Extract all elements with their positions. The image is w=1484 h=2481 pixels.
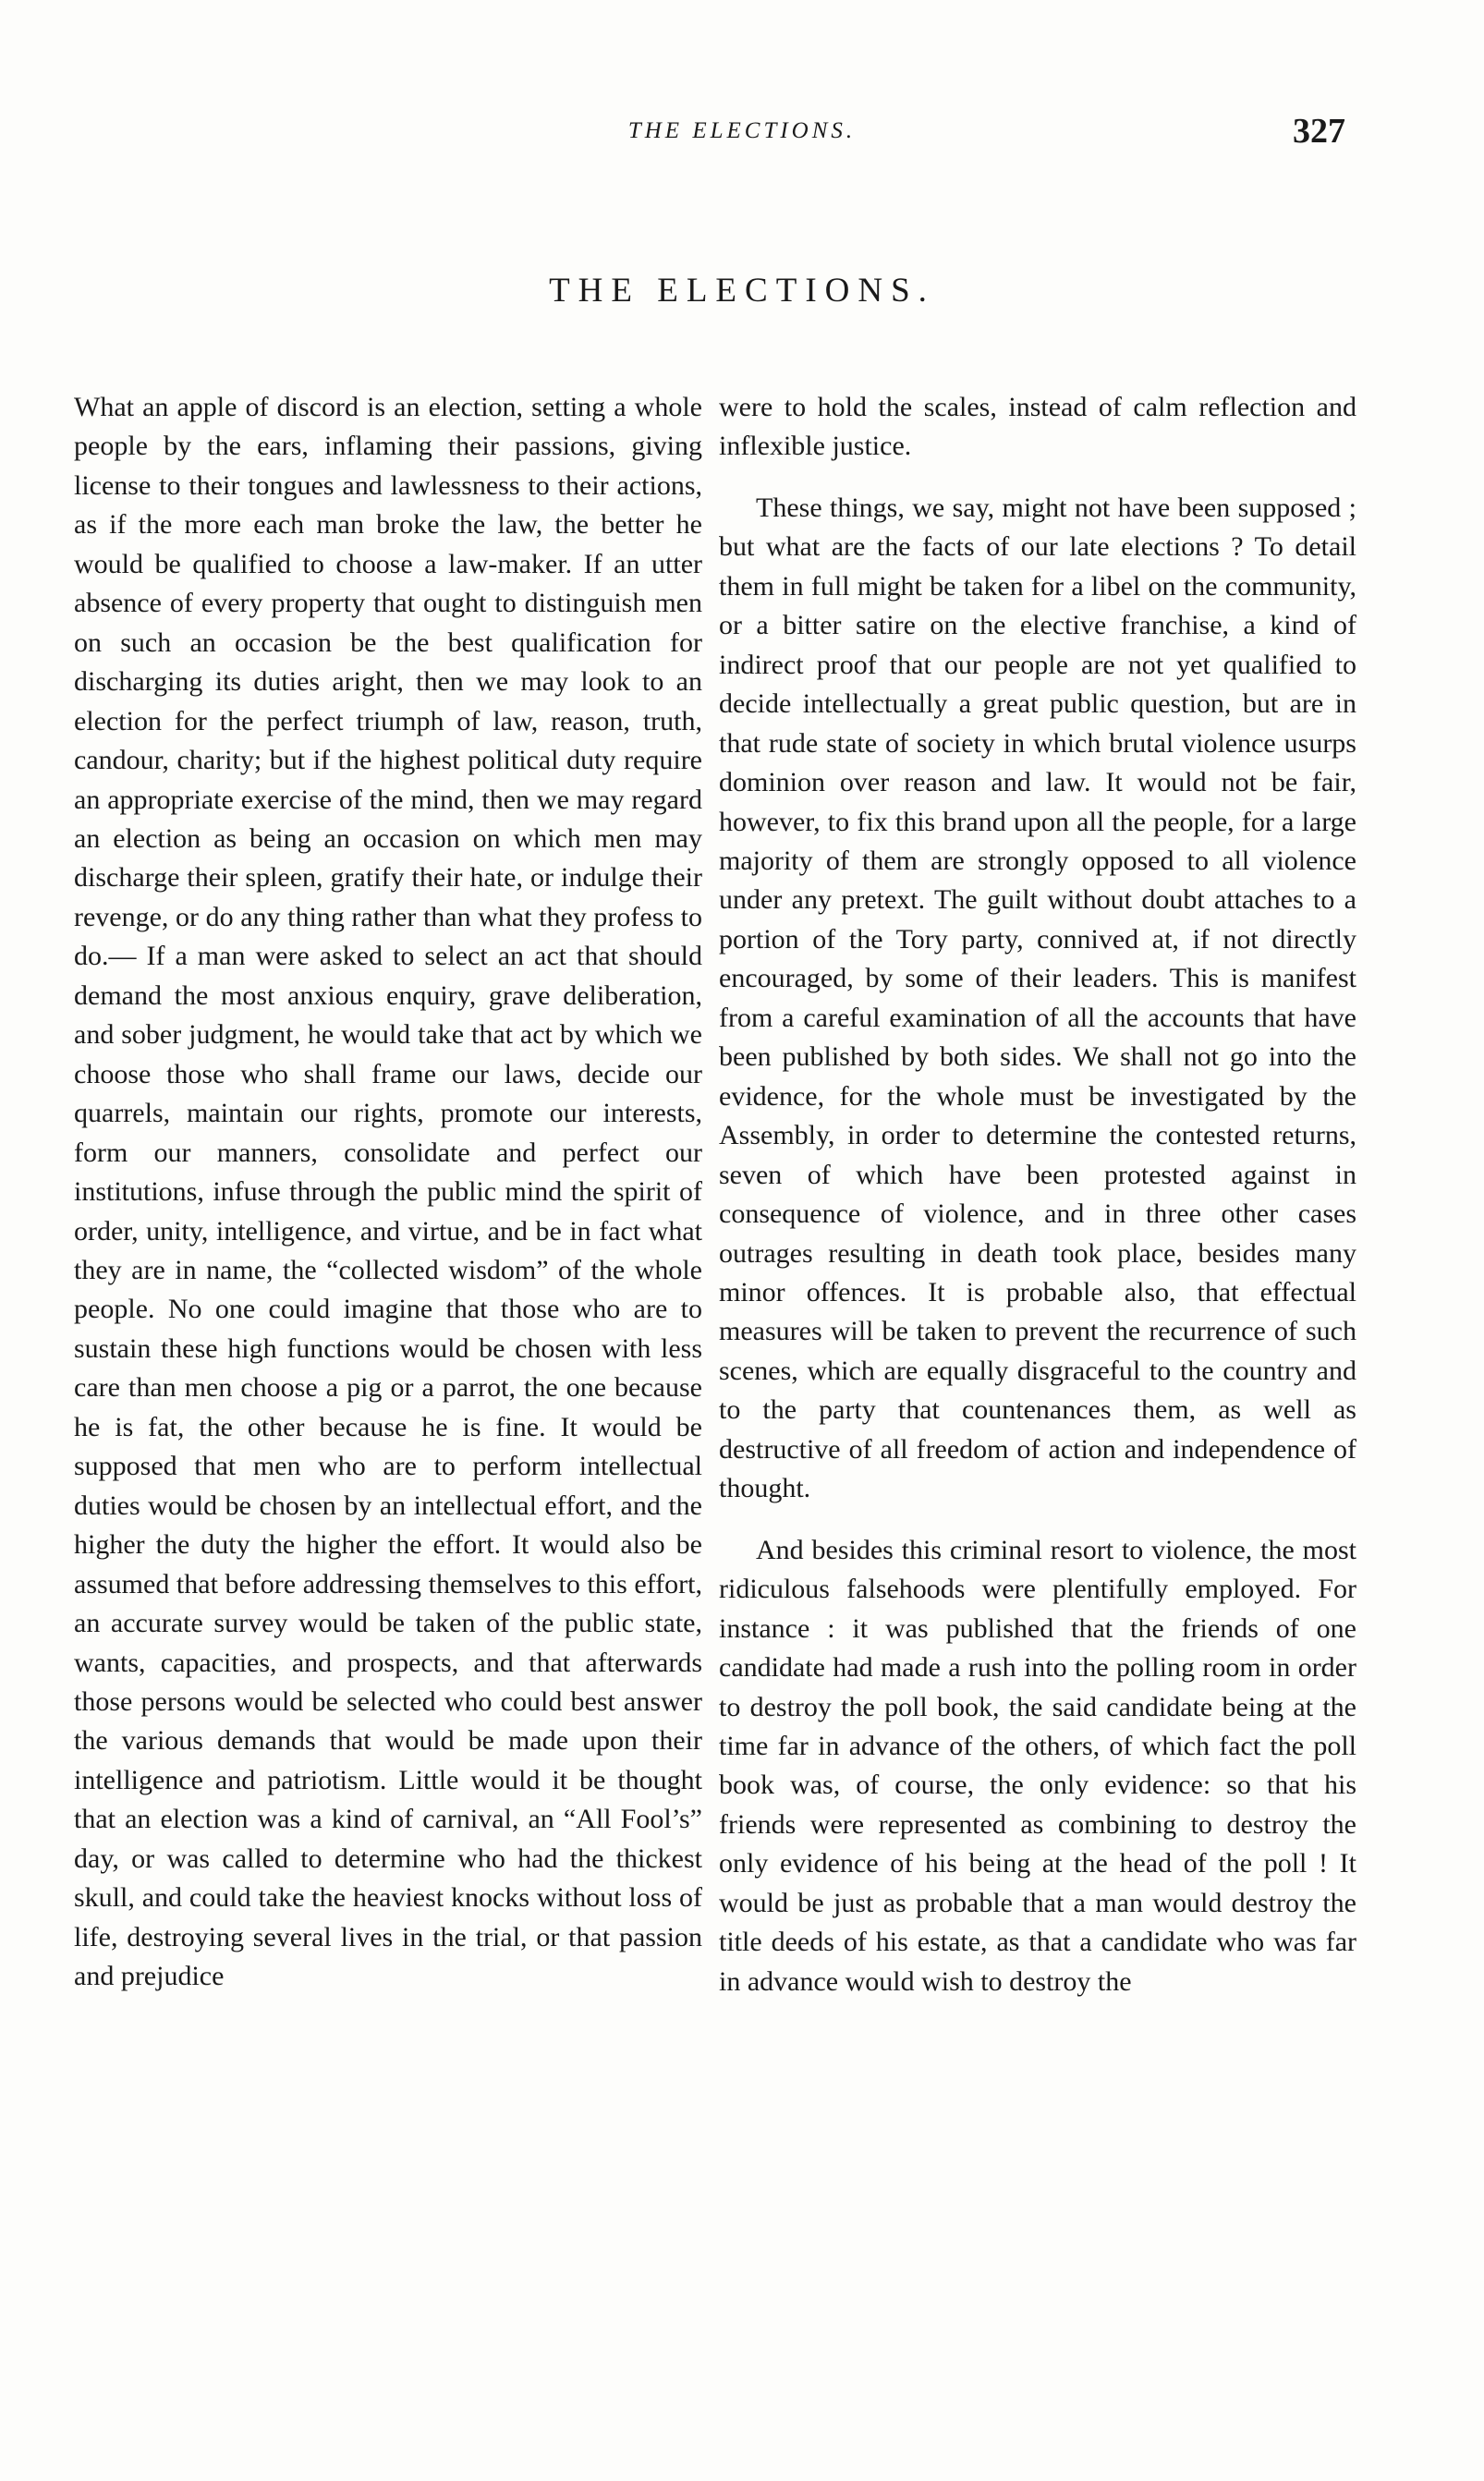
running-head <box>0 111 1484 157</box>
paragraph: What an apple of discord is an election, setting a whole people by the ears, inflaming their passions, giving license to their tongues and lawlessness to their actions, as if the more each man broke the law, the better he would be qualified to choose a law-maker. If an utter absence of every property that ought to distinguish men on such an occasion be the best qualification for discharging its duties aright, then we may look to an election for the perfect triumph of law, reason, truth, candour, charity; but if the highest political duty require an appropriate exercise of the mind, then we may regard an election as being an occasion on which men may discharge their spleen, gratify their hate, or indulge their revenge, or do any thing rather than what they profess to do.— If a man were asked to select an act that should demand the most anxious enquiry, grave deliberation, and sober judgment, he would take that act by which we choose those who shall frame our laws, decide our quarrels, maintain our rights, promote our interests, form our manners, consolidate and perfect our institutions, infuse through the public mind the spirit of order, unity, intelligence, and virtue, and be in fact what they are in name, the “collected wisdom” of the whole people. No one could imagine that those who are to sustain these high functions would be chosen with less care than men choose a pig or a parrot, the one because he is fat, the other because he is fine. It would be supposed that men who are to perform intellectual duties would be chosen by an intellectual effort, and the higher the duty the higher the effort. It would also be assumed that before addressing themselves to this effort, an accurate survey would be taken of the public state, wants, capacities, and prospects, and that afterwards those persons would be selected who could best answer the various demands that would be made upon their intelligence and patriotism. Little would it be thought that an election was a kind of carnival, an “All Fool’s” day, or was called to determine who had the thickest skull, and could take the heaviest knocks without loss of life, destroying several lives in the trial, or that passion and prejudice <box>74 392 702 1992</box>
paragraph: And besides this criminal resort to violence, the most ridiculous falsehoods were plentifully employed. For instance : it was published that the friends of one candidate had made a rush into the polling room in order to destroy the poll book, the said candidate being at the time far in advance of the others, of which fact the poll book was, of course, the only evidence: so that his friends were represented as combining to destroy the only evidence of his being at the head of the poll ! It would be just as probable that a man would destroy the title deeds of his estate, as that a candidate who was far in advance would wish to destroy the <box>719 1534 1356 1997</box>
left-column <box>74 388 702 1997</box>
right-column <box>719 388 1356 2001</box>
paragraph: These things, we say, might not have been supposed ; but what are the facts of our late elections ? To detail them in full might be taken for a libel on the community, or a bitter satire on the elective franchise, a kind of indirect proof that our people are not yet qualified to decide intellectually a great public question, but are in that rude state of society in which brutal violence usurps dominion over reason and law. It would not be fair, however, to fix this brand upon all the people, for a large majority of them are strongly opposed to all violence under any pretext. The guilt without doubt attaches to a portion of the Tory party, connived at, if not directly encouraged, by some of their leaders. This is manifest from a careful examination of all the accounts that have been published by both sides. We shall not go into the evidence, for the whole must be investigated by the Assembly, in order to determine the contested returns, seven of which have been protested against in consequence of violence, and in three other cases outrages resulting in death took place, besides many minor offences. It is probable also, that effectual measures will be taken to prevent the recurrence of such scenes, which are equally disgraceful to the country and to the party that countenances them, as well as destructive of all freedom of action and independence of thought. <box>719 492 1356 1504</box>
article-title: THE ELECTIONS. <box>549 272 935 310</box>
running-title: THE ELECTIONS. <box>627 118 857 143</box>
page-number: 327 <box>1293 112 1345 151</box>
paragraph: were to hold the scales, instead of calm reflection and inflexible justice. <box>719 392 1356 462</box>
